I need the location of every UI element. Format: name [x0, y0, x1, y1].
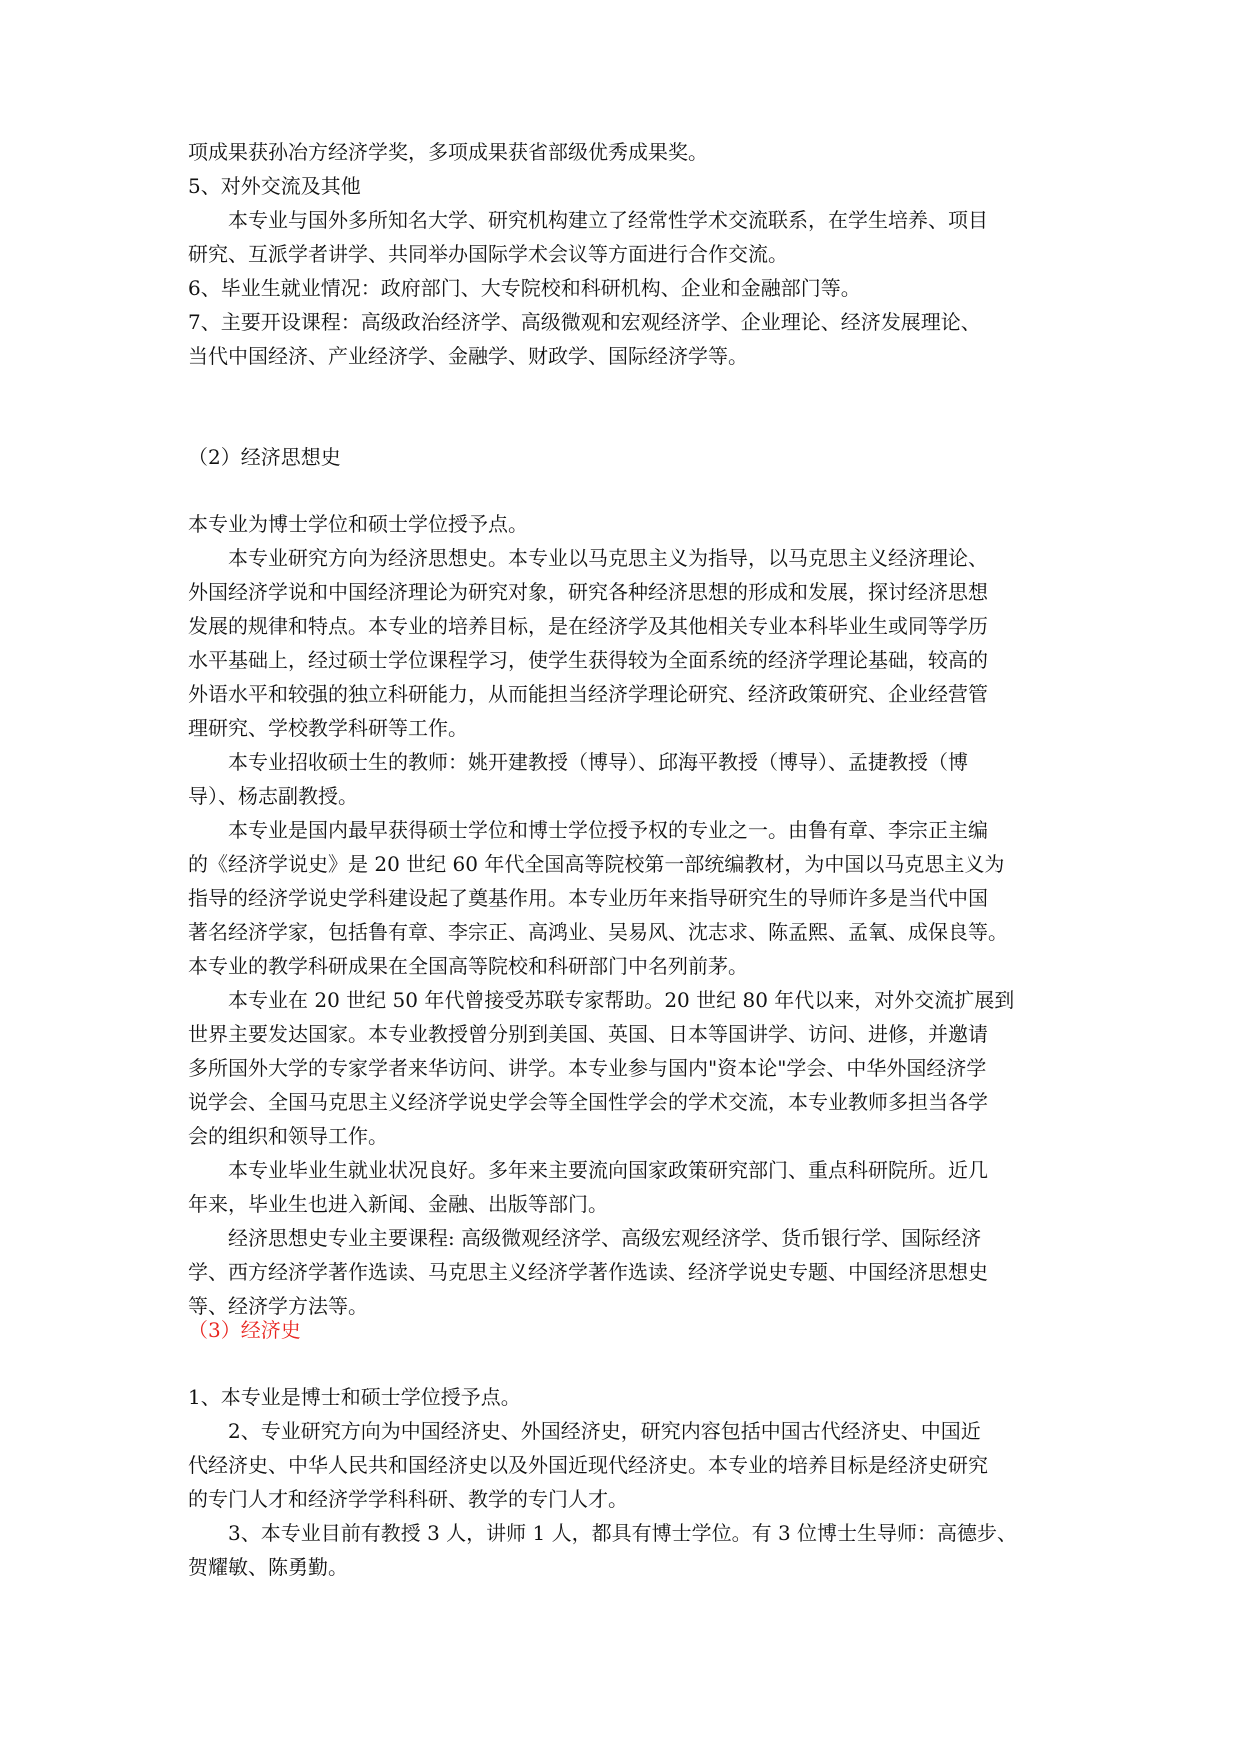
paragraph-line: 外语水平和较强的独立科研能力，从而能担当经济学理论研究、经济政策研究、企业经营管	[188, 682, 988, 706]
paragraph-line: 等、经济学方法等。	[188, 1294, 368, 1318]
paragraph-line: 本专业研究方向为经济思想史。本专业以马克思主义为指导，以马克思主义经济理论、	[228, 546, 988, 570]
paragraph-line: 经济思想史专业主要课程: 高级微观经济学、高级宏观经济学、货币银行学、国际经济	[228, 1226, 982, 1250]
paragraph-line: 著名经济学家，包括鲁有章、李宗正、高鸿业、吴易风、沈志求、陈孟熙、孟氧、成保良等。	[188, 920, 1008, 944]
paragraph-line: 外国经济学说和中国经济理论为研究对象，研究各种经济思想的形成和发展，探讨经济思想	[188, 580, 988, 604]
paragraph-line: 的《经济学说史》是 20 世纪 60 年代全国高等院校第一部统编教材，为中国以马克思主义为	[188, 852, 1005, 876]
item-heading-exchange: 5、对外交流及其他	[188, 174, 361, 198]
paragraph-line: 理研究、学校教学科研等工作。	[188, 716, 468, 740]
paragraph-line: 会的组织和领导工作。	[188, 1124, 388, 1148]
paragraph-line: 本专业招收硕士生的教师：姚开建教授（博导）、邱海平教授（博导）、孟捷教授（博	[228, 750, 968, 774]
paragraph-line: 导）、杨志副教授。	[188, 784, 358, 808]
paragraph-line: 年来，毕业生也进入新闻、金融、出版等部门。	[188, 1192, 608, 1216]
paragraph-line: 本专业毕业生就业状况良好。多年来主要流向国家政策研究部门、重点科研院所。近几	[228, 1158, 988, 1182]
item-courses: 7、主要开设课程：高级政治经济学、高级微观和宏观经济学、企业理论、经济发展理论、	[188, 310, 981, 334]
paragraph-line: 发展的规律和特点。本专业的培养目标，是在经济学及其他相关专业本科毕业生或同等学历	[188, 614, 988, 638]
paragraph-line: 本专业与国外多所知名大学、研究机构建立了经常性学术交流联系，在学生培养、项目	[228, 208, 988, 232]
paragraph-line: 2、专业研究方向为中国经济史、外国经济史，研究内容包括中国古代经济史、中国近	[228, 1419, 981, 1443]
paragraph-line: 1、本专业是博士和硕士学位授予点。	[188, 1385, 521, 1409]
paragraph-line: 的专门人才和经济学学科科研、教学的专门人才。	[188, 1487, 628, 1511]
paragraph-line: 项成果获孙冶方经济学奖，多项成果获省部级优秀成果奖。	[188, 140, 708, 164]
paragraph-line: 多所国外大学的专家学者来华访问、讲学。本专业参与国内"资本论"学会、中华外国经济学	[188, 1056, 987, 1080]
paragraph-line: 学、西方经济学著作选读、马克思主义经济学著作选读、经济学说史专题、中国经济思想史	[188, 1260, 988, 1284]
paragraph-line: 3、本专业目前有教授 3 人，讲师 1 人，都具有博士学位。有 3 位博士生导师：高德步、	[228, 1521, 1018, 1545]
paragraph-line: 水平基础上，经过硕士学位课程学习，使学生获得较为全面系统的经济学理论基础，较高的	[188, 648, 988, 672]
paragraph-line: 本专业的教学科研成果在全国高等院校和科研部门中名列前茅。	[188, 954, 748, 978]
paragraph-line: 说学会、全国马克思主义经济学说史学会等全国性学会的学术交流，本专业教师多担当各学	[188, 1090, 988, 1114]
intro-text-block	[188, 135, 1068, 373]
paragraph-line: 代经济史、中华人民共和国经济史以及外国近现代经济史。本专业的培养目标是经济史研究	[188, 1453, 988, 1477]
paragraph-line: 指导的经济学说史学科建设起了奠基作用。本专业历年来指导研究生的导师许多是当代中国	[188, 886, 988, 910]
paragraph-line: 当代中国经济、产业经济学、金融学、财政学、国际经济学等。	[188, 344, 748, 368]
item-employment: 6、毕业生就业情况：政府部门、大专院校和科研机构、企业和金融部门等。	[188, 276, 861, 300]
paragraph-line: 研究、互派学者讲学、共同举办国际学术会议等方面进行合作交流。	[188, 242, 788, 266]
paragraph-line: 本专业是国内最早获得硕士学位和博士学位授予权的专业之一。由鲁有章、李宗正主编	[228, 818, 988, 842]
economic-thought-text-block	[188, 507, 1068, 1323]
economic-history-text-block	[188, 1380, 1068, 1584]
paragraph-line: 本专业为博士学位和硕士学位授予点。	[188, 512, 528, 536]
paragraph-line: 世界主要发达国家。本专业教授曾分别到美国、英国、日本等国讲学、访问、进修，并邀请	[188, 1022, 988, 1046]
section-heading-economic-thought: （2）经济思想史	[188, 445, 341, 469]
section-heading-economic-history: （3）经济史	[188, 1318, 301, 1342]
paragraph-line: 本专业在 20 世纪 50 年代曾接受苏联专家帮助。20 世纪 80 年代以来，对外交流扩展到	[228, 988, 1015, 1012]
paragraph-line: 贺耀敏、陈勇勤。	[188, 1555, 348, 1579]
